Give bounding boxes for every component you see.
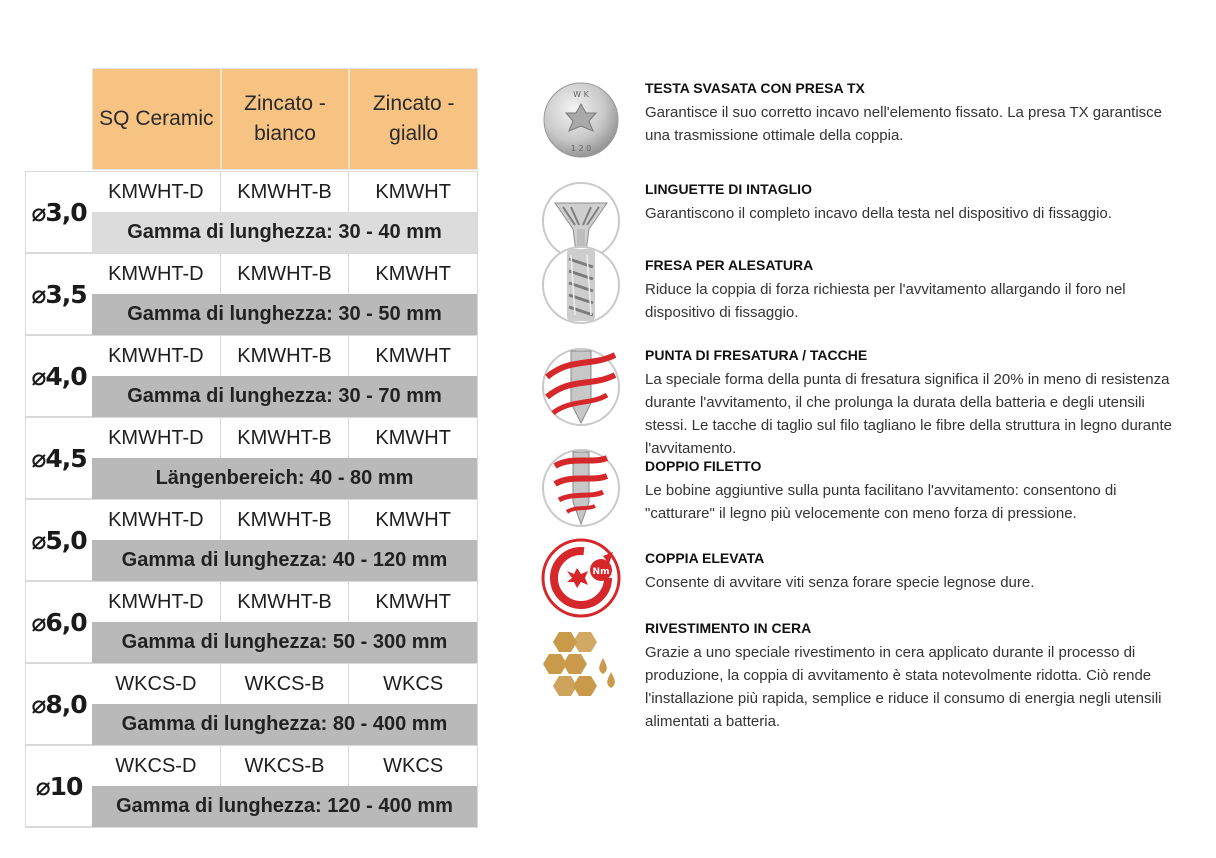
diameter-label: ⌀10: [25, 745, 92, 827]
screw-head-tx-icon: [541, 80, 621, 160]
table-bottom-border: [25, 827, 478, 828]
feature-desc: Garantisce il suo corretto incavo nell'elemento fissato. La presa TX garantisce una trasmissione ottimale della coppia.: [645, 104, 1163, 144]
feature-desc: Consente di avvitare viti senza forare specie legnose dure.: [645, 574, 1035, 591]
feature-title: COPPIA ELEVATA: [645, 550, 765, 566]
product-code-cell: KMWHT: [348, 336, 477, 376]
length-range: Gamma di lunghezza: 120 - 400 mm: [92, 786, 478, 827]
product-code-cell: KMWHT: [348, 582, 477, 622]
product-code-cell: KMWHT-B: [220, 582, 349, 622]
table-row: [25, 499, 478, 581]
product-code-cell: KMWHT-D: [108, 262, 204, 285]
product-code-cell: WKCS: [348, 746, 477, 786]
product-code-cell: KMWHT-B: [220, 418, 349, 458]
length-range: Gamma di lunghezza: 50 - 300 mm: [92, 622, 478, 663]
diameter-label: ⌀4,0: [25, 335, 92, 417]
feature-desc: La speciale forma della punta di fresatura significa il 20% in meno di resistenza durante l'avvitamento, il che prolunga la durata della batteria e degli utensili stessi. Le tacche di taglio sul filo tagliano le fibre della struttura in legno durante l'avvitamento.: [645, 371, 1172, 457]
reamer-icon: [541, 245, 621, 325]
table-header: [92, 68, 478, 170]
diameter-label: ⌀5,0: [25, 499, 92, 581]
product-code-cell: KMWHT: [348, 418, 477, 458]
product-code-cell: KMWHT-D: [108, 590, 204, 613]
product-codes: [92, 581, 478, 622]
product-code-cell: KMWHT-D: [108, 180, 204, 203]
product-code-cell: WKCS-B: [220, 746, 349, 786]
length-range: Gamma di lunghezza: 40 - 120 mm: [92, 540, 478, 581]
product-codes: [92, 335, 478, 376]
diameter-label: ⌀3,0: [25, 171, 92, 253]
diameter-label: ⌀4,5: [25, 417, 92, 499]
feature-title: TESTA SVASATA CON PRESA TX: [645, 80, 865, 96]
product-code-cell: KMWHT: [348, 172, 477, 212]
feature-title: PUNTA DI FRESATURA / TACCHE: [645, 347, 868, 363]
product-code-cell: KMWHT-D: [108, 508, 204, 531]
length-range: Gamma di lunghezza: 30 - 50 mm: [92, 294, 478, 335]
table-row: [25, 417, 478, 499]
product-code-cell: KMWHT-B: [220, 336, 349, 376]
header-zincato-bianco: Zincato - bianco: [220, 69, 349, 169]
product-codes: [92, 417, 478, 458]
length-range: Längenbereich: 40 - 80 mm: [92, 458, 478, 499]
feature-title: RIVESTIMENTO IN CERA: [645, 620, 812, 636]
product-code-cell: KMWHT-D: [108, 344, 204, 367]
product-code-cell: WKCS-D: [115, 754, 197, 777]
product-code-cell: WKCS-D: [115, 672, 197, 695]
diameter-label: ⌀3,5: [25, 253, 92, 335]
product-code-cell: KMWHT-B: [220, 254, 349, 294]
header-zincato-giallo: Zincato - giallo: [348, 69, 477, 169]
length-range: Gamma di lunghezza: 80 - 400 mm: [92, 704, 478, 745]
product-codes: [92, 171, 478, 212]
product-code-cell: KMWHT-B: [220, 500, 349, 540]
torque-icon: [541, 538, 621, 618]
product-codes: [92, 745, 478, 786]
double-thread-icon: [541, 448, 621, 528]
diameter-label: ⌀6,0: [25, 581, 92, 663]
feature-title: DOPPIO FILETTO: [645, 458, 762, 474]
length-range: Gamma di lunghezza: 30 - 70 mm: [92, 376, 478, 417]
product-code-cell: KMWHT: [348, 254, 477, 294]
table-row: [25, 663, 478, 745]
diameter-label: ⌀8,0: [25, 663, 92, 745]
product-code-cell: KMWHT-B: [220, 172, 349, 212]
table-row: [25, 171, 478, 253]
length-range: Gamma di lunghezza: 30 - 40 mm: [92, 212, 478, 253]
feature-desc: Garantiscono il completo incavo della testa nel dispositivo di fissaggio.: [645, 205, 1112, 222]
product-codes: [92, 663, 478, 704]
product-code-cell: WKCS-B: [220, 664, 349, 704]
feature-title: LINGUETTE DI INTAGLIO: [645, 181, 812, 197]
wax-coating-icon: [541, 628, 621, 708]
table-row: [25, 335, 478, 417]
icon-text-nm: Nm: [592, 567, 610, 577]
icon-text-120: 1 2 0: [570, 144, 592, 153]
header-sq-ceramic: SQ Ceramic: [99, 107, 214, 130]
product-code-cell: WKCS: [348, 664, 477, 704]
icon-text-wk: W K: [573, 90, 589, 99]
product-codes: [92, 253, 478, 294]
product-code-cell: KMWHT-D: [108, 426, 204, 449]
feature-desc: Grazie a uno speciale rivestimento in cera applicato durante il processo di produzione, la coppia di avvitamento è stata notevolmente ridotta. Ciò rende l'installazione più rapida, semplice e riduce il consumo di energia negli utensili alimentati a batteria.: [645, 644, 1162, 730]
feature-title: FRESA PER ALESATURA: [645, 257, 814, 273]
table-row: [25, 745, 478, 827]
table-row: [25, 581, 478, 663]
feature-desc: Riduce la coppia di forza richiesta per l'avvitamento allargando il foro nel dispositivo di fissaggio.: [645, 281, 1126, 321]
feature-desc: Le bobine aggiuntive sulla punta facilitano l'avvitamento: consentono di "catturare" il legno più velocemente con meno forza di pressione.: [645, 482, 1117, 522]
milling-tip-icon: [541, 347, 621, 427]
product-codes: [92, 499, 478, 540]
product-code-cell: KMWHT: [348, 500, 477, 540]
table-row: [25, 253, 478, 335]
